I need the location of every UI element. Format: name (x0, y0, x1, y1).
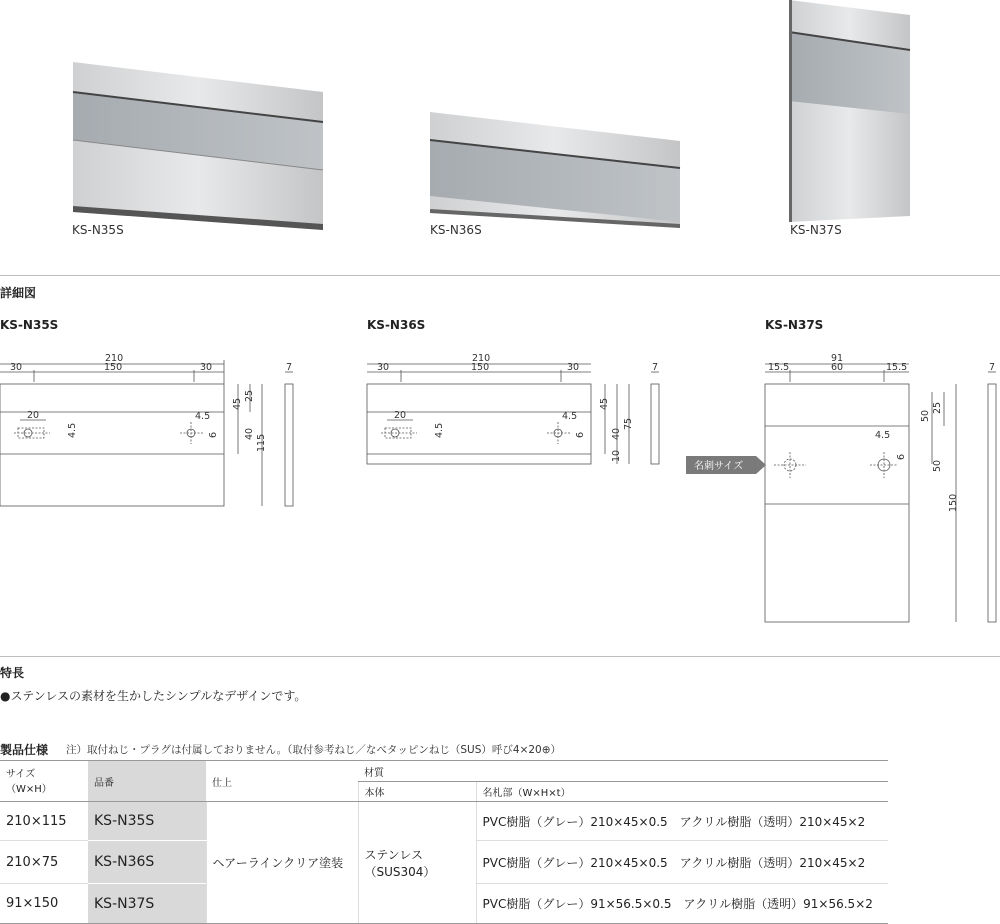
dim-n35-hole-pitch: 20 (27, 410, 40, 421)
dim-n37-d: 150 (948, 493, 959, 512)
cell-code: KS-N37S (88, 884, 206, 924)
dim-n36-hole-pitch: 20 (394, 410, 407, 421)
dim-n37-hole-a: 4.5 (875, 430, 891, 441)
photo-caption-ks-n36s: KS-N36S (430, 223, 482, 237)
dim-n36-b: 40 (611, 427, 622, 440)
dim-n35-mid: 150 (104, 362, 123, 373)
dim-n35-hole-c: 6 (208, 431, 219, 438)
cell-body: ステンレス （SUS304） (358, 802, 476, 924)
cell-plate: PVC樹脂（グレー）210×45×0.5 アクリル樹脂（透明）210×45×2 (476, 802, 888, 841)
drawing-title-ks-n36s: KS-N36S (367, 318, 426, 332)
dim-n36-width: 210 (472, 353, 491, 364)
dim-n35-hole-b: 4.5 (195, 411, 211, 422)
dim-n35-hole-a: 4.5 (67, 422, 78, 438)
divider (0, 656, 1000, 657)
dim-n36-a: 45 (599, 397, 610, 410)
dim-n35-b: 25 (244, 389, 255, 402)
dim-n37-thick: 7 (989, 362, 996, 373)
cell-size: 210×115 (0, 802, 88, 841)
dim-n36-hole-b: 4.5 (562, 411, 578, 422)
dim-n36-right: 30 (567, 362, 580, 373)
dim-n37-c: 50 (932, 459, 943, 472)
dim-n37-mid: 60 (831, 362, 844, 373)
cell-plate: PVC樹脂（グレー）210×45×0.5 アクリル樹脂（透明）210×45×2 (476, 841, 888, 884)
photo-ks-n35s (73, 62, 323, 230)
dim-n35-a: 45 (232, 397, 243, 410)
cell-code: KS-N35S (88, 802, 206, 841)
header-code: 品番 (88, 761, 206, 802)
header-plate: 名札部（W×H×t） (476, 782, 888, 802)
cell-size: 210×75 (0, 841, 88, 884)
dim-n37-b: 25 (932, 401, 943, 414)
photo-ks-n36s (430, 112, 680, 228)
spec-table (0, 760, 888, 924)
dim-n36-hole-a: 4.5 (434, 422, 445, 438)
detail-heading: 詳細図 (0, 286, 37, 300)
divider (0, 275, 1000, 276)
spec-heading: 製品仕様 (0, 743, 49, 757)
dim-n37-width: 91 (831, 353, 844, 364)
features-text: ●ステンレスの素材を生かしたシンプルなデザインです。 (0, 689, 307, 703)
cell-plate: PVC樹脂（グレー）91×56.5×0.5 アクリル樹脂（透明）91×56.5×2 (476, 884, 888, 924)
header-size: サイズ （W×H） (0, 761, 88, 802)
cell-finish: ヘアーラインクリア塗装 (206, 802, 358, 924)
dim-n35-c: 40 (244, 427, 255, 440)
dim-n37-hole-b: 6 (896, 453, 907, 460)
cell-size: 91×150 (0, 884, 88, 924)
dim-n37-right: 15.5 (886, 362, 908, 373)
table-row (0, 802, 888, 841)
photo-caption-ks-n37s: KS-N37S (790, 223, 842, 237)
spec-note: 注）取付ねじ・プラグは付属しておりません。（取付参考ねじ／なべタッピンねじ（SUS）呼び4×20⊕） (66, 744, 562, 756)
header-material: 材質 (358, 761, 888, 782)
dim-n35-d: 115 (256, 433, 267, 452)
dim-n36-left: 30 (377, 362, 390, 373)
photo-ks-n37s (789, 0, 910, 222)
drawing-title-ks-n35s: KS-N35S (0, 318, 59, 332)
header-finish: 仕上 (206, 761, 358, 802)
drawing-title-ks-n37s: KS-N37S (765, 318, 824, 332)
photo-caption-ks-n35s: KS-N35S (72, 223, 124, 237)
callout-label: 名刺サイズ (694, 461, 744, 472)
features-heading: 特長 (0, 666, 25, 680)
dim-n36-mid: 150 (471, 362, 490, 373)
dim-n36-hole-c: 6 (575, 431, 586, 438)
dim-n36-d: 10 (611, 449, 622, 462)
dim-n35-right: 30 (200, 362, 213, 373)
dim-n37-left: 15.5 (768, 362, 790, 373)
dim-n35-left: 30 (10, 362, 23, 373)
dim-n35-thick: 7 (286, 362, 293, 373)
product-photos (0, 0, 1000, 250)
dim-n36-c: 75 (623, 417, 634, 430)
dim-n36-thick: 7 (652, 362, 659, 373)
header-body: 本体 (358, 782, 476, 802)
technical-drawings (0, 340, 1000, 640)
dim-n35-width: 210 (105, 353, 124, 364)
cell-code: KS-N36S (88, 841, 206, 884)
dim-n37-a: 50 (920, 409, 931, 422)
